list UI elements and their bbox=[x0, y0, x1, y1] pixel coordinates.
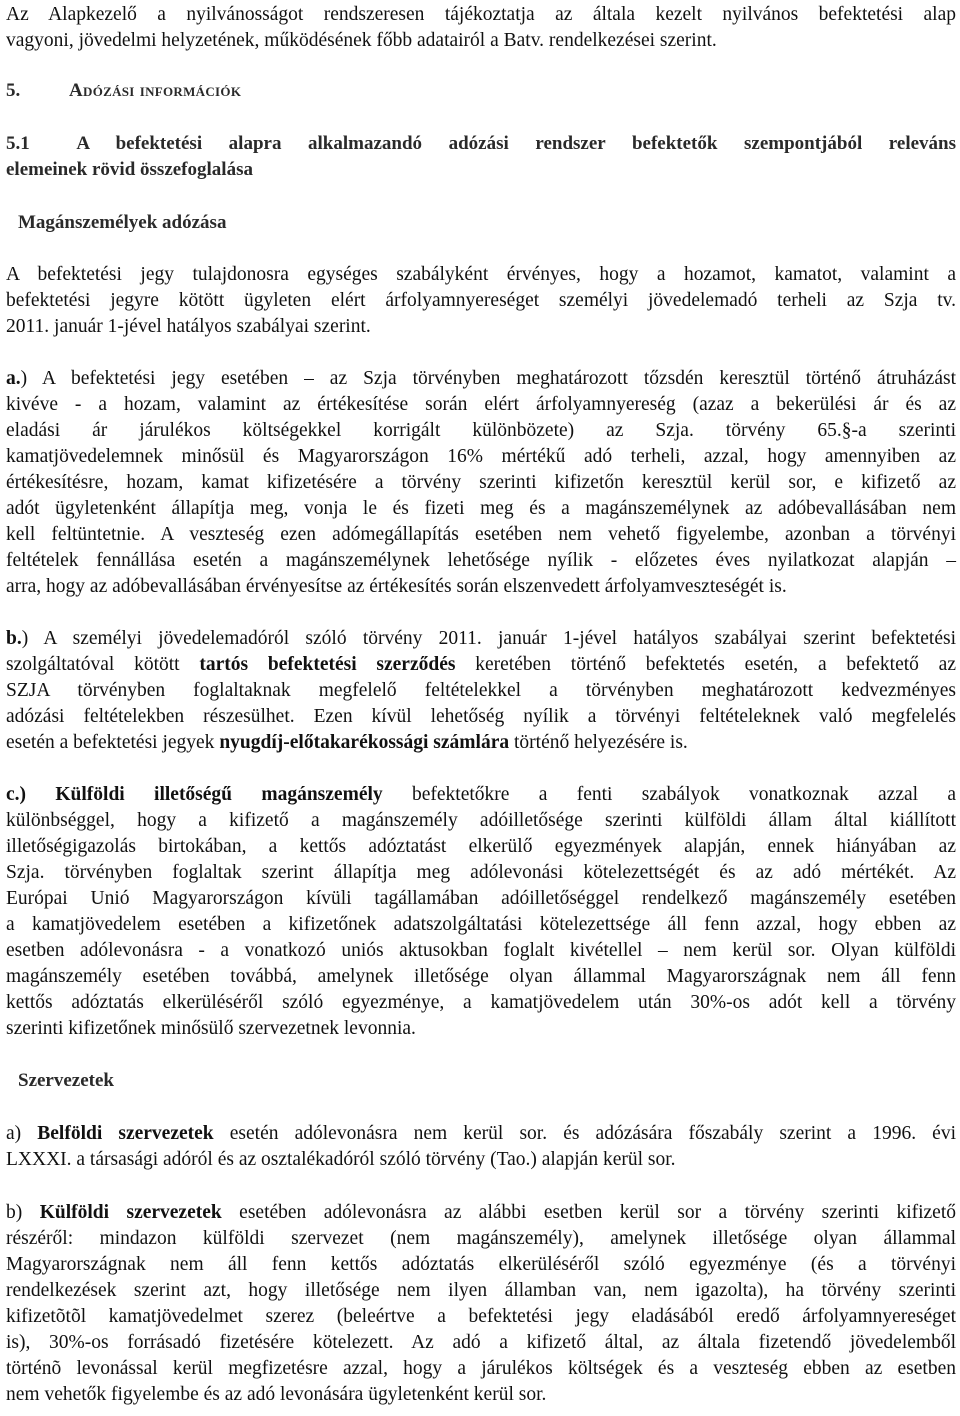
section-sign-icon: § bbox=[841, 420, 852, 441]
private-a-line-9: arra, hogy az adóbevallásában érvényesítse az értékesítés során elszenvedett árfolyamveszteségét is. bbox=[6, 576, 787, 597]
chapter-number: 5. bbox=[6, 80, 21, 101]
private-a-line-4: kamatjövedelemnek minősül és Magyarországon 16% mértékű adó terheli, azzal, hogy amennyiben az bbox=[6, 446, 956, 467]
private-c-line-6: a kamatjövedelem esetében a kifizetőnek adatszolgáltatási kötelezettsége áll fenn azzal, hogy ebben az bbox=[6, 914, 956, 935]
private-b-line-4: adózási feltételekben részesülhet. Ezen kívül lehetőség nyílik a törvényi feltételeknek való megfelelés bbox=[6, 706, 956, 727]
org-b-marker: b) bbox=[6, 1202, 40, 1223]
org-b-line-5: kifizetõtõl kamatjövedelmet szerez (beleértve a befektetési jegy eladásából eredő árfolyamnyereséget bbox=[6, 1306, 956, 1327]
chapter-title: Adózási információk bbox=[69, 80, 242, 101]
org-heading: Szervezetek bbox=[18, 1070, 114, 1091]
private-c-line-3: illetőségigazolás birtokában, a kettős adóztatást elkerülő egyezmények alapján, ennek hiányában az bbox=[6, 836, 956, 857]
section-title-line-2: elemeinek rövid összefoglalása bbox=[6, 159, 253, 180]
org-b-line-3: Magyarországnak nem áll fenn kettős adóztatás elkerüléséről szóló egyezménye (és a törvényi bbox=[6, 1254, 956, 1275]
org-a-marker: a) bbox=[6, 1123, 38, 1144]
private-a-line-2: kivéve - a hozam, valamint az értékesítése során elért árfolyamnyereség (azaz a bekerülési ár és az bbox=[6, 394, 956, 415]
private-p1-line-2: befektetési jegyre kötött ügyleten elért árfolyamnyereséget személyi jövedelemadó terheli az Szja tv. bbox=[6, 290, 956, 311]
private-b-line-5: esetén a befektetési jegyek nyugdíj-előtakarékossági számlára történő helyezésére is. bbox=[6, 732, 688, 753]
private-b-marker: b. bbox=[6, 628, 22, 649]
private-heading: Magánszemélyek adózása bbox=[18, 212, 227, 233]
private-a-line-6: adót ügyletenként állapítja meg, vonja le és fizeti meg és a magánszemélynek az adóbevallásában nem bbox=[6, 498, 956, 519]
org-b-line-2: részéről: mindazon külföldi szervezet (nem magánszemély), amelynek illetősége olyan állammal bbox=[6, 1228, 956, 1249]
intro-line-2: vagyoni, jövedelmi helyzetének, működésének főbb adatairól a Batv. rendelkezései szerint. bbox=[6, 30, 717, 51]
private-b-line-3: SZJA törvényben foglaltaknak megfelelő feltételekkel a törvényben meghatározott kedvezményes bbox=[6, 680, 956, 701]
private-c-line-7: esetben adólevonásra - a vonatkozó uniós aktusokban foglalt kivétellel – nem kerül sor. Olyan külföldi bbox=[6, 940, 956, 961]
org-b-line-8: nem vehetők figyelembe és az adó levonására ügyletenként kerül sor. bbox=[6, 1384, 547, 1405]
private-a-line-8: feltételek fennállása esetén a magánszemélynek lehetősége nyílik - előzetes éves nyilatkozat alapján – bbox=[6, 550, 956, 571]
org-b-line-4: rendelkezések szerint azt, hogy illetősége nem ilyen államban van, nem igazolta), ha törvény szerinti bbox=[6, 1280, 956, 1301]
private-a-line-3: eladási ár járulékos költségekkel korrigált különbözete) az Szja. törvény 65.§-a szerinti bbox=[6, 420, 957, 441]
chapter-heading bbox=[6, 78, 956, 104]
private-a-line-7: kell feltüntetnie. A veszteség ezen adómegállapítás esetében nem vehető figyelembe, azonban a törvényi bbox=[6, 524, 956, 545]
private-a-line-5: értékesítésre, hozam, kamat kifizetésére a törvény szerinti kifizetőn keresztül kerül sor, e kifizető az bbox=[6, 472, 956, 493]
private-c-line-5: Európai Unió Magyarországon kívüli tagállamában adóilletőséggel rendelkező magánszemély esetében bbox=[6, 888, 956, 909]
org-b-line-6: is), 30%-os forrásadó fizetésére kötelezett. Az adó a kifizető által, az általa fizetendő jövedelemből bbox=[6, 1332, 956, 1353]
private-c-marker: c.) bbox=[6, 784, 27, 805]
private-p1-line-1: A befektetési jegy tulajdonosra egységes szabályként érvényes, hogy a hozamot, kamatot, valamint a bbox=[6, 264, 956, 285]
private-c-line-10: szerinti kifizetőnek minősülő szervezetnek levonnia. bbox=[6, 1018, 416, 1039]
private-c-line-8: magánszemély esetében továbbá, amelynek illetősége olyan állammal Magyarországnak nem áll fenn bbox=[6, 966, 956, 987]
org-b-line-1: b) Külföldi szervezetek esetében adólevonásra az alábbi esetben kerül sor a törvény szerinti kifizető bbox=[6, 1202, 957, 1223]
org-a-line-1: a) Belföldi szervezetek esetén adólevonásra nem kerül sor. és adózására főszabály szerint a 1996. évi bbox=[6, 1123, 957, 1144]
org-a-line-2: LXXXI. a társasági adóról és az osztalékadóról szóló törvény (Tao.) alapján kerül sor. bbox=[6, 1149, 676, 1170]
private-p1-line-3: 2011. január 1-jével hatályos szabályai szerint. bbox=[6, 316, 371, 337]
private-c-line-2: különbséggel, hogy a kifizető a magánszemély adóilletősége szerinti külföldi állam által kiállított bbox=[6, 810, 956, 831]
section-number: 5.1 bbox=[6, 133, 30, 154]
private-c-line-9: kettős adóztatás elkerüléséről szóló egyezménye, a kamatjövedelem után 30%-os adót kell a törvény bbox=[6, 992, 956, 1013]
private-c-line-1: c.) Külföldi illetőségű magánszemély befektetőkre a fenti szabályok vonatkoznak azzal a bbox=[6, 784, 957, 805]
private-c-line-4: Szja. törvényben foglaltak szerint állapítja meg adólevonási kötelezettségét és az adó mértékét. Az bbox=[6, 862, 956, 883]
private-b-line-1: b.) A személyi jövedelemadóról szóló törvény 2011. január 1-jével hatályos szabályai szerint befektetési bbox=[6, 628, 956, 649]
private-a-line-1: a.) A befektetési jegy esetében – az Szja törvényben meghatározott tőzsdén keresztül történő átruházást bbox=[6, 368, 956, 389]
intro-line-1: Az Alapkezelő a nyilvánosságot rendszeresen tájékoztatja az általa kezelt nyilvános befektetési alap bbox=[6, 4, 956, 25]
section-heading bbox=[6, 131, 956, 157]
section-title-line-1: A befektetési alapra alkalmazandó adózási rendszer befektetők szempontjából releváns bbox=[76, 133, 956, 154]
private-b-line-2: szolgáltatóval kötött tartós befektetési szerződés keretében történő befektetés esetén, a befektető az bbox=[6, 654, 956, 675]
org-b-line-7: történõ levonással kerül megfizetésre azzal, hogy a járulékos költségek és a veszteség ebben az esetben bbox=[6, 1358, 956, 1379]
private-a-marker: a. bbox=[6, 368, 21, 389]
